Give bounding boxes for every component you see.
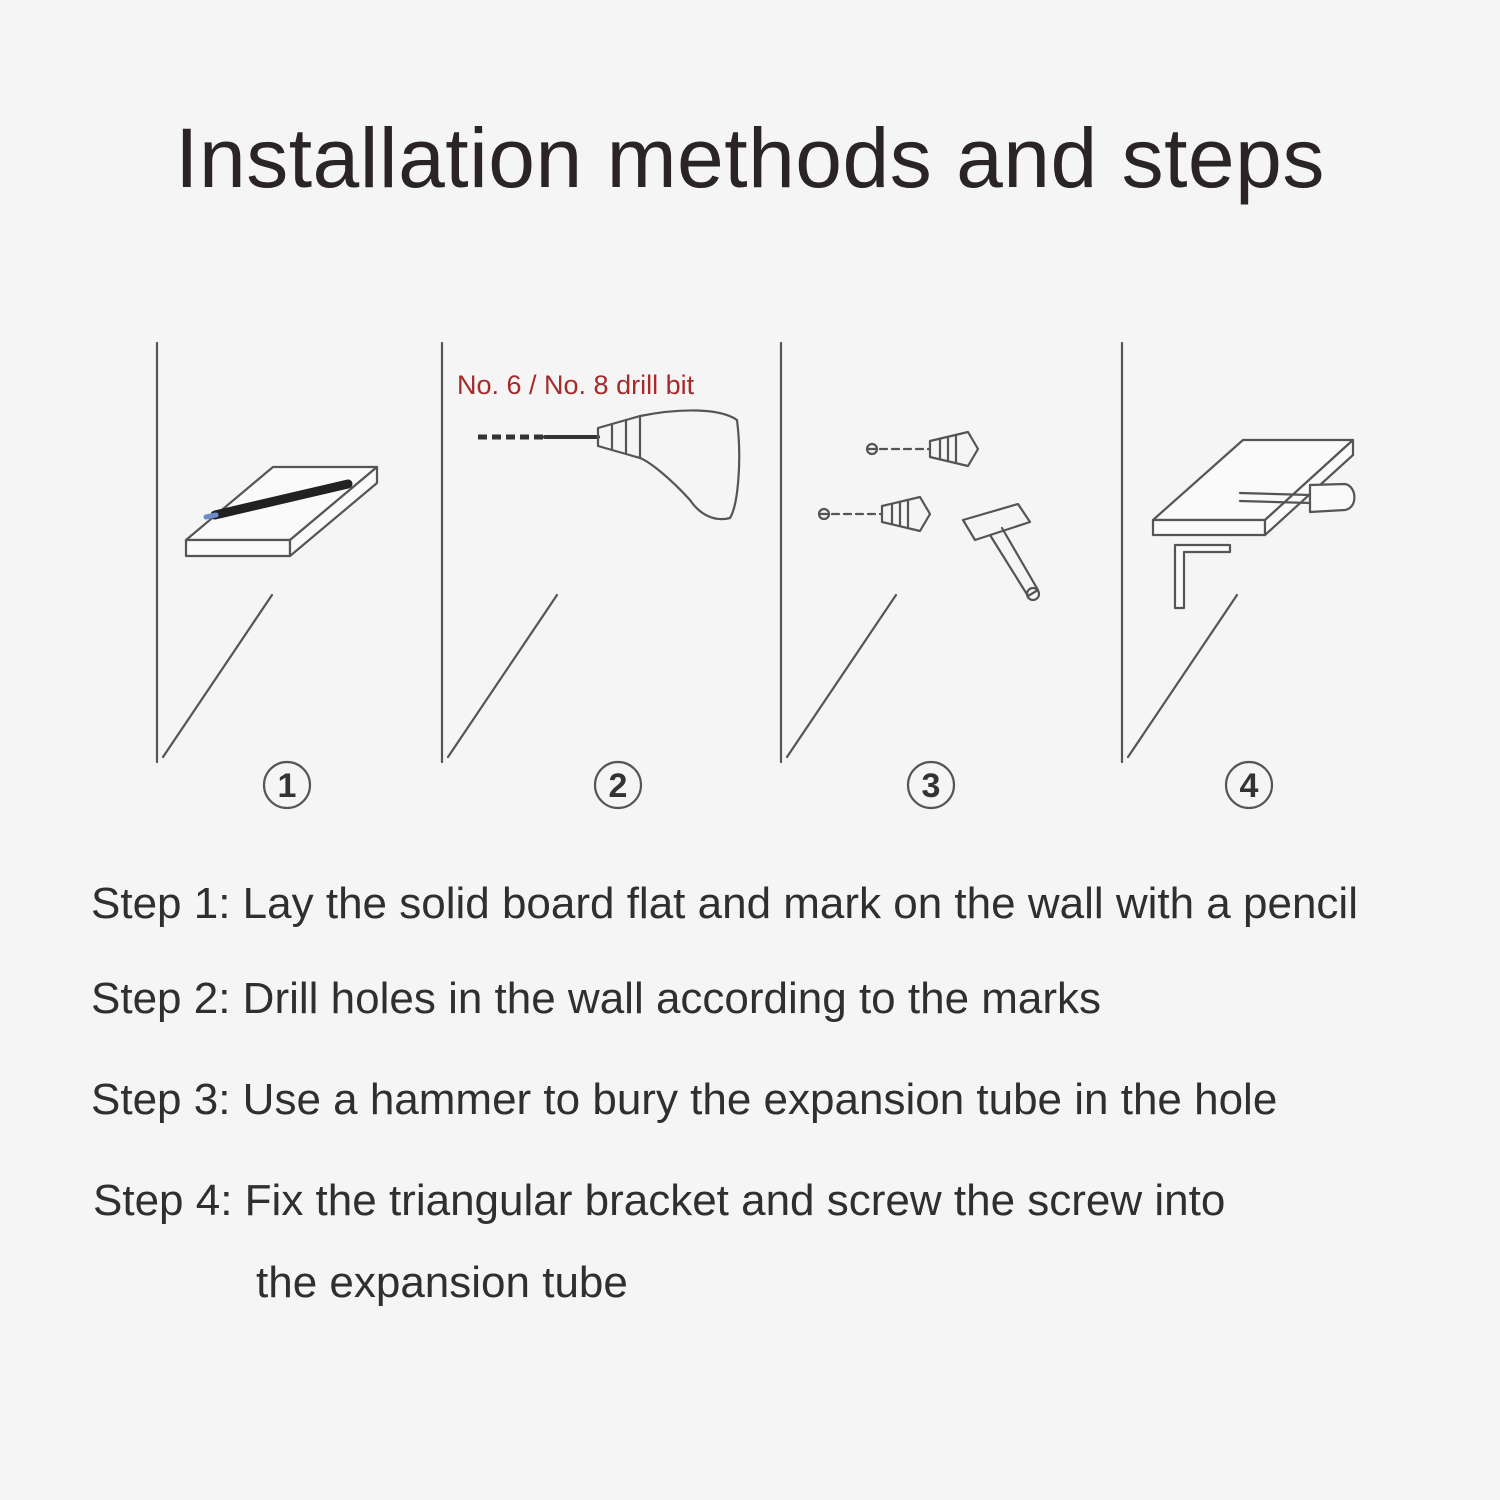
step-1 [91,878,1358,930]
step-number-3: 3 [921,767,941,805]
drill-bit-label: No. 6 / No. 8 drill bit [457,370,695,400]
step-text: Use a hammer to bury the expansion tube in the hole [242,1075,1278,1124]
step-label: Step 2: [91,974,231,1023]
page-title: Installation methods and steps [175,111,1325,205]
step-number-1: 1 [277,767,297,805]
step-text: Lay the solid board flat and mark on the wall with a pencil [242,879,1358,928]
step-text: Fix the triangular bracket and screw the screw into [244,1176,1226,1225]
step-number-2: 2 [608,767,628,805]
step-number-4: 4 [1239,767,1259,805]
step-label: Step 4: [93,1176,233,1225]
step-label: Step 3: [91,1075,231,1124]
step-4 [93,1175,1225,1227]
step-2 [91,973,1101,1025]
step-4-continuation: the expansion tube [256,1258,628,1307]
step-3 [91,1074,1277,1126]
step-label: Step 1: [91,879,231,928]
step-text: Drill holes in the wall according to the marks [242,974,1102,1023]
